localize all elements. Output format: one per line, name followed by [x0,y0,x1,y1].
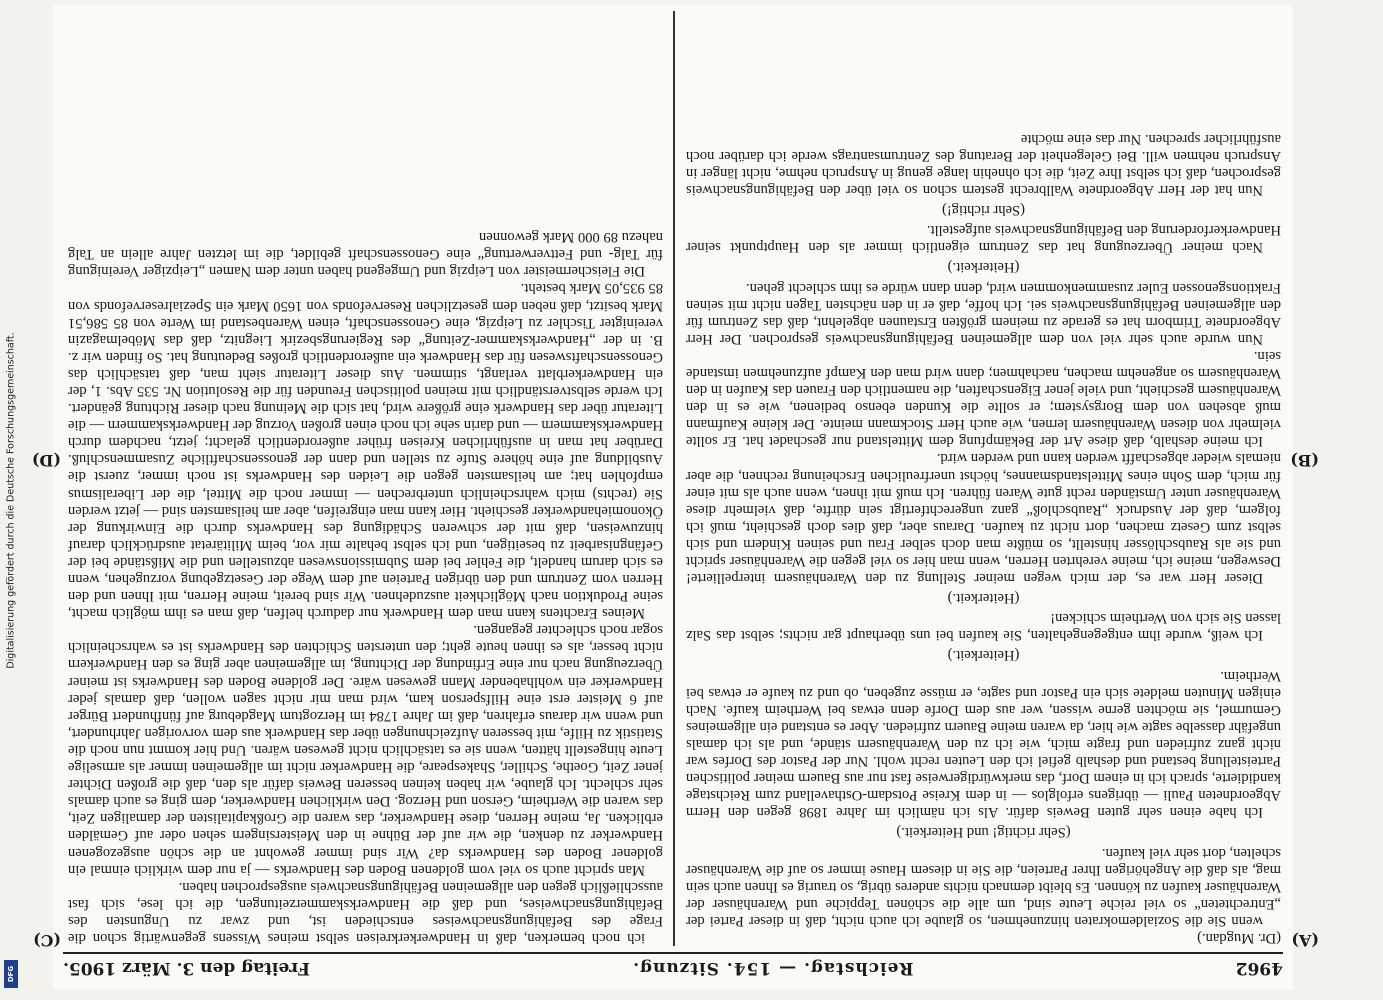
left-paragraph: Nach meiner Überzeugung hat das Zentrum eigentlich immer als den Hauptpunkt seiner Handwerkerforderung den Befähigungsnachweis aufgestellt. [686,222,1281,256]
margin-mark-a: (A) [1291,931,1319,950]
page-header [63,952,1283,982]
digitization-credit: Digitalisierung gefördert durch die Deutsche Forschungsgemeinschaft. [5,331,17,669]
left-interjection: (Heiterkeit.) [947,590,1020,607]
left-interjection: (Heiterkeit.) [947,647,1020,664]
dfg-logo-icon [4,960,18,988]
left-paragraph: Nun wurde auch sehr viel von dem allgemeinen Befähigungsnachweis gesprochen. Der Herr Abgeordnete Trimborn hat es gerade zu meinem größten Erstaunen abgelehnt, daß das Zentrum für den allgemeinen Befähigungsnachweis sei. Ich hoffe, daß er in den nächsten Tagen nicht mit seinen Fraktionsgenossen Euler zusammenkommen wird, denn dann würde es ihm schlecht gehen. [686,279,1281,347]
left-interjection: (Sehr richtig! und Heiterkeit.) [896,824,1071,841]
margin-mark-b: (B) [1290,451,1319,470]
right-paragraph: Die Fleischermeister von Leipzig und Umgegend haben unter dem Namen „Leipziger Vereinigung für Talg- und Fettverwertung“ eine Genossenschaft gebildet, die im letzten Jahre allein an Talg nahezu 89 000 Mark gewonnen [68,229,663,280]
left-paragraph: Dieser Herr war es, der mich wegen meiner Stellung zu den Warenhäusern interpellierte! Deswegen, meine ich, meine verehrten Herren, wenn man hier so viel gegen die Warenhäuser spricht und sie als Raubschlösser hinstellt, so müßte man doch selber Frau und seinen Kindern und sich selbst zum Gesetz machen, dort nicht zu kaufen. Daraus aber, daß dies doch geschieht, muß ich folgern, daß der Ausdruck „Raubschloß“ ganz ungerechtfertigt sein dürfte, daß vielmehr diese Warenhäuser unter Umständen recht gute Waren führen. Ich muß mit ihnen, wenn auch als mit einer für mich, dem Sohn eines Mittelstandsmannes, höchst unerfreulichen Erscheinung rechnen, die aber niemals wieder abgeschafft werden kann und werden wird. [686,450,1281,587]
left-paragraph: Ich weiß, wurde ihm entgegengehalten, Sie kaufen bei uns überhaupt gar nichts; selbst das Salz lassen Sie sich von Wertheim schicken! [686,610,1281,644]
left-column [686,11,1281,946]
right-paragraph: Meines Erachtens kann man dem Handwerk nur dadurch helfen, daß man es ihm möglich macht, seine Produktion nach Möglichkeit auszudehnen. Wir sind bereit, meine Herren, mit Ihnen und den Herren vom Zentrum und den übrigen Parteien auf dem Wege der Gesetzgebung vorzugehen, wenn es sich darum handelt, die Fehler bei dem Submissionswesen abzustellen und die Mißstände bei der Gefängnisarbeit zu beseitigen, und ich selbst behalte mir vor, beim Militäretat ausdrücklich darauf hinzuweisen, daß mit der schweren Schädigung des Handwerks durch die Einwirkung der Ökonomiehandwerker geschieht. Hier kann man eingreifen, aber am heilsamsten sind — jetzt werden Sie (rechts) mich wahrscheinlich unterbrechen — immer noch die Mittel, die der Liberalismus empfohlen hat; am heilsamsten gegen die Leiden des Handwerks ist noch immer, zuerst die Ausbildung auf eine höhere Stufe zu stellen und dann der genossenschaftliche Zusammenschluß. Darüber hat man in ausführlichen Kreisen früher außerordentlich gelacht; jetzt, nachdem durch Handwerkskammern — und darin sehe ich noch einen großen Vorzug der Handwerkskammern — die Literatur über das Handwerk eine größere wird, hat sich die Meinung nach dieser Richtung geändert. Ich werde selbstverständlich mit meinen politischen Freunden für die Resolution Nr. 535 Abs. 1, der ein Handwerkerblatt verlangt, stimmen. Aus dieser Literatur sieht man, daß tatsächlich das Genossenschaftswesen für das Handwerk ein außerordentlich großes Bedeutung hat. So finden wir z. B. in der „Handwerkskammer-Zeitung“ des Regierungsbezirk Liegnitz, daß das Möbelmagazin vereinigter Tischler zu Leipzig, eine Genossenschaft, einen Warenbestand im Werte von 85 586,51 Mark besitzt, daß neben dem gesetzlichen Reservefonds von 1650 Mark ein Spezialreservefonds von 85 935,05 Mark besteht. [68,280,663,622]
margin-mark-c: (C) [33,931,61,950]
dfg-logo-text: DFG [7,965,15,983]
page-number: 4962 [1235,958,1283,978]
newspaper-sheet [31,5,1319,990]
right-paragraph: ich noch bemerken, daß in Handwerkerkreisen selbst meines Wissens gegenwärtig schon die Frage des Befähigungsnachweises entschieden ist, und zwar zu Ungunsten des Befähigungsnachweises, und daß die Handwerkskammerzeitungen, die ich lese, sich fast ausschließlich gegen den allgemeinen Befähigungsnachweis ausgesprochen haben. [68,878,663,946]
column-divider [673,11,675,946]
left-speaker: (Dr. Mugdan.) [1197,930,1281,946]
right-paragraph: Man spricht auch so viel vom goldenen Boden des Handwerks — ja nur dem wirklich einmal ein goldener Boden des Handwerks da? Wir sind immer gewohnt an die schön ausgezogenen Handwerker zu denken, die wir auf der Bühne in den Meistersingern sehen oder auf Gemälden erblicken. Ja, meine Herren, diese Handwerker, das waren die Großkapitalisten der damaligen Zeit, das waren die Wertheim, Gerson und Herzog. Den wirklichen Handwerker, dem ging es auch damals sehr schlecht. Ich glaube, wir haben keinen besseren Beweis dafür als den, daß die großen Dichter jener Zeit, Goethe, Schiller, Shakespeare, die Handwerker nicht im allgemeinen immer als armselige Leute hingestellt hätten, wenn sie es tatsächlich nicht gewesen wären. Und hier kommt nun noch die Statistik zu Hilfe, mit besseren Aufzeichnungen über das Handwerk aus dem vorvorigen Jahrhundert, und wenn wir daraus erfahren, daß im Jahre 1784 im Herzogtum Magdeburg auf fünfhundert Bürger auf 6 Meister erst eine Hilfsperson kam, wird man mir nicht sagen wollen, daß damals jeder Handwerker ein wohlhabender Mann gewesen wäre. Der goldene Boden des Handwerks ist meiner Überzeugung nach nur eine Erfindung der Dichtung, im allgemeinen aber ging es den Handwerkern nicht besser, als es ihnen heute geht; den untersten Schichten des Handwerks ist es wahrscheinlich sogar noch schlechter gegangen. [68,622,663,878]
left-interjection: (Heiterkeit.) [947,259,1020,276]
margin-mark-d: (D) [31,451,61,470]
left-interjection: (Sehr richtig!) [941,202,1026,219]
left-paragraph: Ich habe einen sehr guten Beweis dafür. Als ich nämlich im Jahre 1898 gegen den Herrn Abgeordneten Pauli — übrigens erfolglos — in dem Kreise Potsdam-Osthavelland zum Reichstage kandidierte, sprach ich in einem Dorf, das merkwürdigerweise fast nur aus Bauern meiner politischen Parteistellung bestand und deshalb gefiel ich den Leuten recht wohl. Nur der Pastor des Dorfes war nicht ganz zufrieden und fragte mich, wie ich zu den Warenhäusern stände, und als ich damals ungefähr dasselbe sagte wie hier, da waren meine Bauern zufrieden. Aber es entstand ein allgemeines Gemurmel, sie möchten gerne wissen, wer aus dem Dorfe denn etwas bei Wertheim kaufe. Nach einigen Minuten meldete sich ein Pastor und sagte, er müsse zugeben, ob und zu kaufe er etwas bei Wertheim. [686,667,1281,821]
left-paragraph: Ich meine deshalb, daß diese Art der Bekämpfung dem Mittelstand nur geschadet hat. Er sollte vielmehr von diesen Warenhäusern lernen, wie auch Herr Stockmann meinte. Der kleine Kaufmann muß absehen von dem Borgsystem; er sollte die Kunden ebenso bedienen, wie es in den Warenhäusern geschieht, und viele jener Eigenschaften, die namentlich den Frauen das Kaufen in den Warenhäusern so angenehm machen, nachahmen; dann wird man den Kampf aufzunehmen imstande sein. [686,347,1281,450]
session-title: Reichstag. — 154. Sitzung. [632,958,914,978]
digitization-credit-bar [0,0,22,1000]
left-paragraph: wenn Sie die Sozialdemokraten hinzunehmen, so glaube ich auch nicht, daß in dieser Partei der „Entrechteten“ so viel reiche Leute sind, um alle die schönen Teppiche und Warenhäuser der Warenhäuser kaufen zu können. Es bleibt demnach nichts anderes übrig, so traurig es Ihnen auch sein mag, als daß die Angehörigen Ihrer Parteien, die Sie in diesem Hause immer so auf die Warenhäuser schelten, dort sehr viel kaufen. [686,844,1281,929]
right-column [68,11,663,946]
left-paragraph: Nun hat der Herr Abgeordnete Wallbrecht gestern schon so viel über den Befähigungsnachweis gesprochen, daß ich selbst Ihre Zeit, die ich ohnehin lange genug in Anspruch nehme, nicht länger in Anspruch nehmen will. Bei Gelegenheit der Beratung des Zentrumsantrags werde ich darüber noch ausführlicher sprechen. Nur das eine möchte [686,130,1281,199]
session-date: Freitag den 3. März 1905. [63,958,310,978]
